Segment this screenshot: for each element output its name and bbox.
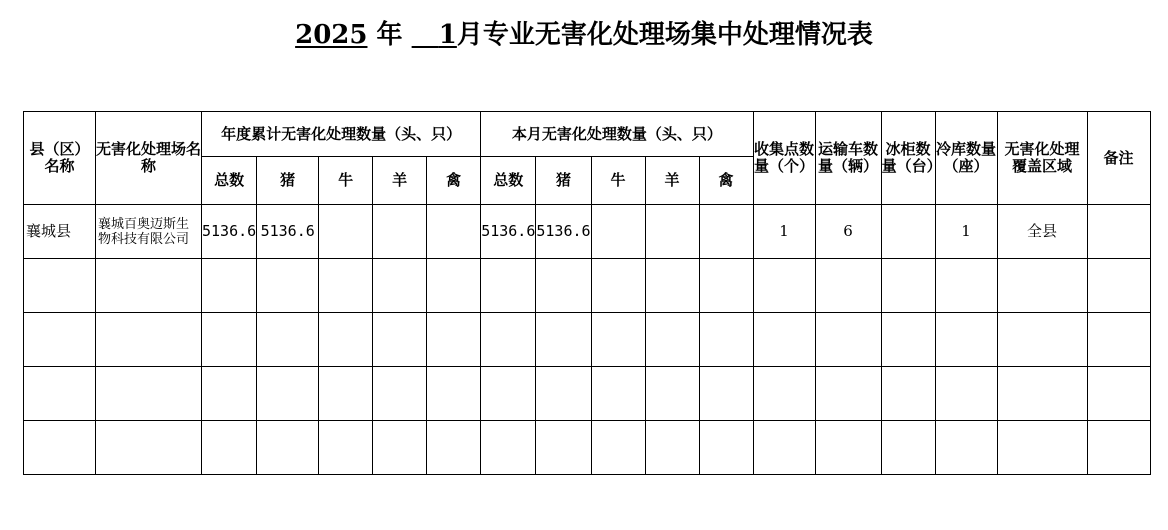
cell-annual-pig: 5136.6 xyxy=(257,205,319,259)
empty-cell xyxy=(373,367,427,421)
header-county: 县（区）名称 xyxy=(24,112,96,205)
header-month-pig: 猪 xyxy=(536,157,591,205)
empty-cell xyxy=(373,421,427,475)
cell-month-sheep xyxy=(645,205,699,259)
empty-cell xyxy=(997,367,1087,421)
header-annual-pig: 猪 xyxy=(257,157,319,205)
empty-cell xyxy=(257,367,319,421)
cell-remarks xyxy=(1087,205,1150,259)
empty-cell xyxy=(881,367,935,421)
header-remarks: 备注 xyxy=(1087,112,1150,205)
header-facility: 无害化处理场名称 xyxy=(96,112,202,205)
cell-transport-vehicles: 6 xyxy=(815,205,881,259)
empty-cell xyxy=(257,259,319,313)
empty-cell xyxy=(753,259,815,313)
header-annual-group: 年度累计无害化处理数量（头、只） xyxy=(202,112,481,157)
empty-cell xyxy=(699,367,753,421)
empty-cell xyxy=(536,259,591,313)
empty-cell xyxy=(753,313,815,367)
empty-cell xyxy=(935,367,997,421)
title-year-suffix: 年 xyxy=(376,20,403,50)
empty-cell xyxy=(815,259,881,313)
disposal-table xyxy=(23,111,1151,475)
empty-cell xyxy=(935,313,997,367)
empty-cell xyxy=(536,421,591,475)
table-row xyxy=(24,367,1151,421)
empty-cell xyxy=(753,367,815,421)
table-row xyxy=(24,205,1151,259)
empty-cell xyxy=(881,313,935,367)
empty-cell xyxy=(257,421,319,475)
empty-cell xyxy=(481,367,536,421)
empty-cell xyxy=(319,421,373,475)
empty-cell xyxy=(373,313,427,367)
header-collection-points: 收集点数量（个） xyxy=(753,112,815,205)
cell-month-pig: 5136.6 xyxy=(536,205,591,259)
empty-cell xyxy=(997,421,1087,475)
empty-cell xyxy=(881,421,935,475)
empty-cell xyxy=(699,313,753,367)
empty-cell xyxy=(645,313,699,367)
empty-cell xyxy=(427,367,481,421)
cell-annual-total: 5136.6 xyxy=(202,205,257,259)
header-month-sheep: 羊 xyxy=(645,157,699,205)
empty-cell xyxy=(481,313,536,367)
empty-cell xyxy=(24,313,96,367)
cell-month-cattle xyxy=(591,205,645,259)
empty-cell xyxy=(815,367,881,421)
empty-cell xyxy=(645,259,699,313)
empty-cell xyxy=(373,259,427,313)
empty-cell xyxy=(645,421,699,475)
empty-cell xyxy=(202,421,257,475)
header-annual-poultry: 禽 xyxy=(427,157,481,205)
empty-cell xyxy=(481,421,536,475)
cell-freezers xyxy=(881,205,935,259)
empty-cell xyxy=(591,313,645,367)
cell-annual-poultry xyxy=(427,205,481,259)
empty-cell xyxy=(591,421,645,475)
empty-cell xyxy=(1087,367,1150,421)
header-monthly-group: 本月无害化处理数量（头、只） xyxy=(481,112,753,157)
empty-cell xyxy=(24,259,96,313)
empty-cell xyxy=(257,313,319,367)
header-row-1 xyxy=(24,112,1151,157)
empty-cell xyxy=(319,367,373,421)
empty-cell xyxy=(427,313,481,367)
empty-cell xyxy=(202,313,257,367)
empty-cell xyxy=(645,367,699,421)
cell-collection-points: 1 xyxy=(753,205,815,259)
empty-cell xyxy=(1087,313,1150,367)
empty-cell xyxy=(96,313,202,367)
empty-cell xyxy=(24,367,96,421)
empty-cell xyxy=(319,259,373,313)
empty-cell xyxy=(427,421,481,475)
title-month: 1 xyxy=(438,20,457,50)
empty-cell xyxy=(997,313,1087,367)
empty-cell xyxy=(699,421,753,475)
header-month-total: 总数 xyxy=(481,157,536,205)
header-annual-sheep: 羊 xyxy=(373,157,427,205)
empty-cell xyxy=(881,259,935,313)
title-year: 2025 xyxy=(295,20,368,50)
header-coverage-area: 无害化处理覆盖区域 xyxy=(997,112,1087,205)
empty-cell xyxy=(96,367,202,421)
header-month-cattle: 牛 xyxy=(591,157,645,205)
cell-coverage-area: 全县 xyxy=(997,205,1087,259)
table-row xyxy=(24,421,1151,475)
title-rest: 月专业无害化处理场集中处理情况表 xyxy=(456,20,873,50)
empty-cell xyxy=(815,313,881,367)
empty-cell xyxy=(319,313,373,367)
empty-cell xyxy=(427,259,481,313)
header-month-poultry: 禽 xyxy=(699,157,753,205)
empty-cell xyxy=(536,367,591,421)
empty-cell xyxy=(699,259,753,313)
cell-cold-storage: 1 xyxy=(935,205,997,259)
empty-cell xyxy=(753,421,815,475)
table-row xyxy=(24,313,1151,367)
empty-cell xyxy=(536,313,591,367)
empty-cell xyxy=(815,421,881,475)
header-annual-cattle: 牛 xyxy=(319,157,373,205)
cell-county: 襄城县 xyxy=(24,205,96,259)
empty-cell xyxy=(935,259,997,313)
empty-cell xyxy=(481,259,536,313)
cell-month-total: 5136.6 xyxy=(481,205,536,259)
cell-facility: 襄城百奥迈斯生物科技有限公司 xyxy=(96,205,202,259)
empty-cell xyxy=(591,259,645,313)
table-row xyxy=(24,259,1151,313)
header-freezers: 冰柜数量（台） xyxy=(881,112,935,205)
empty-cell xyxy=(997,259,1087,313)
empty-cell xyxy=(202,367,257,421)
cell-annual-sheep xyxy=(373,205,427,259)
empty-cell xyxy=(96,421,202,475)
empty-cell xyxy=(935,421,997,475)
header-annual-total: 总数 xyxy=(202,157,257,205)
empty-cell xyxy=(1087,259,1150,313)
page-title xyxy=(0,14,1168,51)
cell-month-poultry xyxy=(699,205,753,259)
empty-cell xyxy=(202,259,257,313)
empty-cell xyxy=(591,367,645,421)
header-transport-vehicles: 运输车数量（辆） xyxy=(815,112,881,205)
empty-cell xyxy=(1087,421,1150,475)
cell-annual-cattle xyxy=(319,205,373,259)
header-cold-storage: 冷库数量（座） xyxy=(935,112,997,205)
empty-cell xyxy=(96,259,202,313)
empty-cell xyxy=(24,421,96,475)
